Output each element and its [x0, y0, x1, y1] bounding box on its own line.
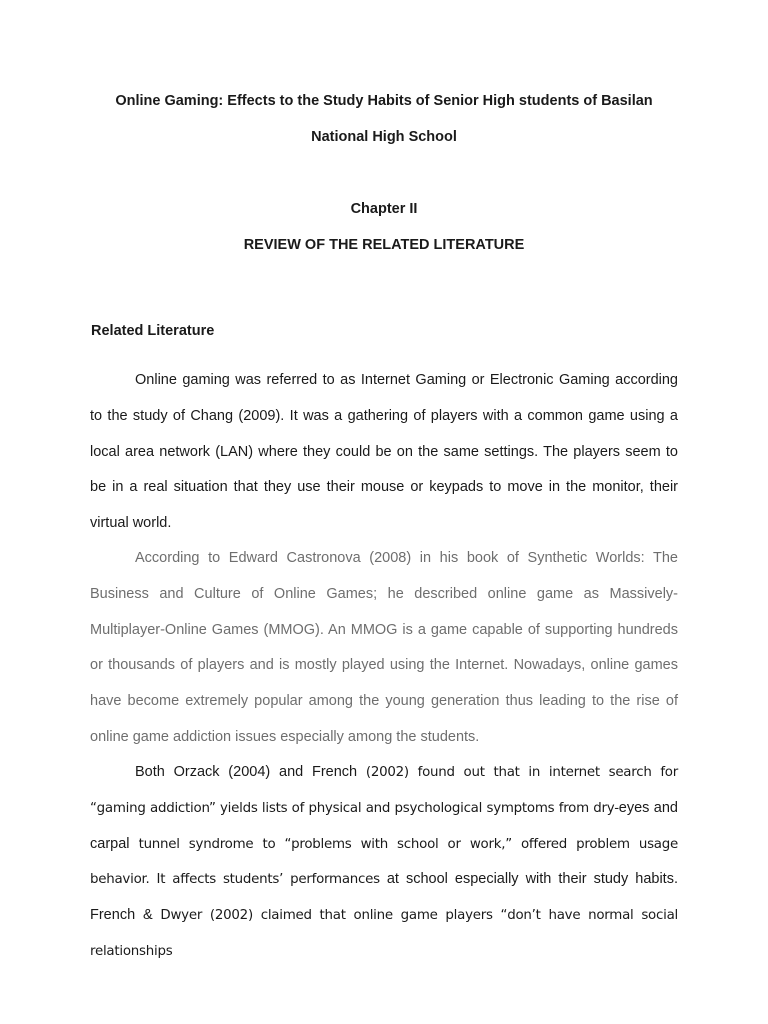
- paragraph-2: [90, 541, 678, 756]
- chapter-title: REVIEW OF THE RELATED LITERATURE: [243, 237, 525, 253]
- paragraph-1-text: Online gaming was referred to as Internet Gaming or Electronic Gaming according to the study of Chang (2009). It was a gathering of players with a common game using a local area network (LAN) where they could be on the same settings. The players seem to be in a real situation that they use their mouse or keypads to move in the monitor, their virtual world.: [90, 372, 678, 532]
- paragraph-3: [90, 755, 678, 970]
- paragraph-3-text-c: eyes and carpal: [90, 799, 678, 852]
- chapter-label: Chapter II: [350, 201, 418, 217]
- paragraph-3-text-e: at school especially with their study habits. French &: [90, 871, 678, 924]
- paragraph-3-text-b: (2002) found out that in internet search for “gaming addiction” yields lists of physical and psychological symptoms from dry-: [90, 765, 678, 816]
- title-line-2: National High School: [311, 129, 457, 145]
- paragraph-3-text-a: Both Orzack (2004) and French: [135, 764, 358, 780]
- paragraph-1: [90, 363, 678, 542]
- paragraph-2-text: According to Edward Castronova (2008) in his book of Synthetic Worlds: The Business and Culture of Online Games; he described online game as Massively-Multiplayer-Online Games (MMOG). An MMOG is a game capable of supporting hundreds or thousands of players and is mostly played using the Internet. Nowadays, online games have become extremely popular among the young generation thus leading to the rise of online game addiction issues especially among the students.: [90, 550, 678, 745]
- section-heading: Related Literature: [91, 323, 215, 339]
- title-line-1: Online Gaming: Effects to the Study Habits of Senior High students of Basilan: [115, 93, 653, 109]
- paragraph-3-text-d: tunnel syndrome to “problems with school or work,” offered problem usage behavior. It affects students’ performances: [90, 836, 678, 888]
- paragraph-3-text-f: Dwyer (2002) claimed that online game players “don’t have normal social relationships: [90, 908, 678, 959]
